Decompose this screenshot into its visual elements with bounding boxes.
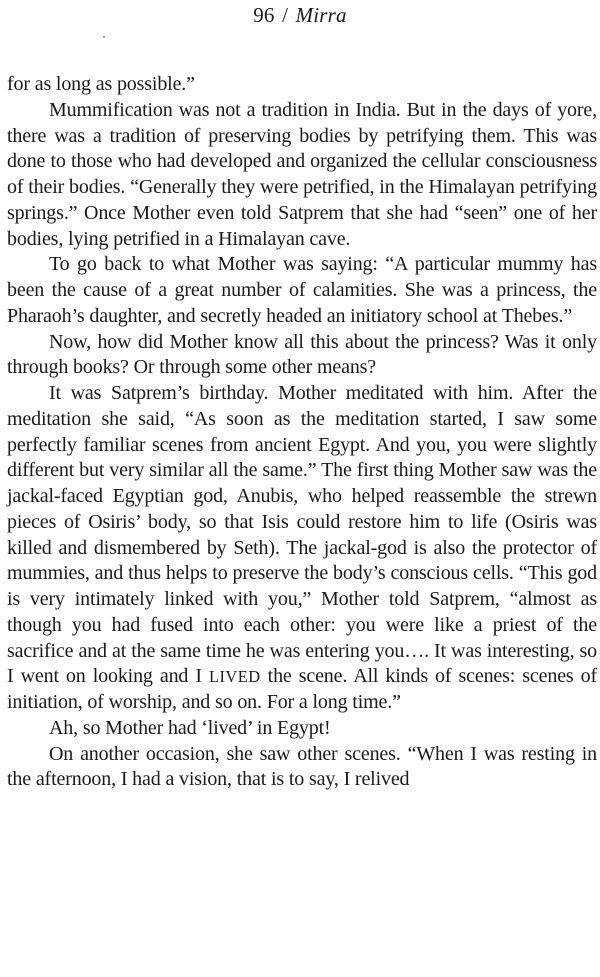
paragraph-vision: On another occasion, she saw other scenes. “When I was resting in the afternoon, I had a vision, that is to say, I relived xyxy=(7,742,597,791)
page-number: 96 xyxy=(253,3,275,27)
paragraph-question: Now, how did Mother know all this about the princess? Was it only through books? Or through some other means? xyxy=(7,330,597,379)
running-head xyxy=(0,2,600,28)
emphasis-lived: LIVED xyxy=(208,667,261,687)
paragraph-birthday xyxy=(7,381,597,716)
paragraph-continuation: for as long as possible.” xyxy=(7,73,195,95)
paragraph-birthday-text-after: the scene. All kinds of scenes: scenes of initiation, of worship, and so on. For a long time.” xyxy=(7,665,597,713)
book-title: Mirra xyxy=(295,3,347,27)
paragraph-princess: To go back to what Mother was saying: “A particular mummy has been the cause of a great number of calamities. She was a princess, the Pharaoh’s daughter, and secretly headed an initiatory school at Thebes.” xyxy=(7,253,597,327)
paragraph-egypt: Ah, so Mother had ‘lived’ in Egypt! xyxy=(49,716,331,739)
body-text xyxy=(7,72,597,793)
paper-speck xyxy=(103,36,105,38)
paragraph-mummification: Mummification was not a tradition in India. But in the days of yore, there was a tradition of preserving bodies by petrifying them. This was done to those who had developed and organized the cellular consciousness of their bodies. “Generally they were petrified, in the Himalayan petrifying springs.” Once Mother even told Satprem that she had “seen” one of her bodies, lying petrified in a Himalayan cave. xyxy=(7,98,597,250)
paragraph-birthday-text-before: It was Satprem’s birthday. Mother meditated with him. After the meditation she said, “As soon as the meditation started, I saw some perfectly familiar scenes from ancient Egypt. And you, you were slightly different but very similar all the same.” The first thing Mother saw was the jackal-faced Egyptian god, Anubis, who helped reassemble the strewn pieces of Osiris’ body, so that Isis could restore him to life (Osiris was killed and dismembered by Seth). The jackal-god is also the protector of mummies, and thus helps to preserve the body’s conscious cells. “This god is very intimately linked with you,” Mother told Satprem, “almost as though you had fused into each other: you were like a priest of the sacrifice and at the same time he was entering you…. It was interesting, so I went on looking and I xyxy=(7,382,597,688)
header-separator: / xyxy=(282,3,289,27)
